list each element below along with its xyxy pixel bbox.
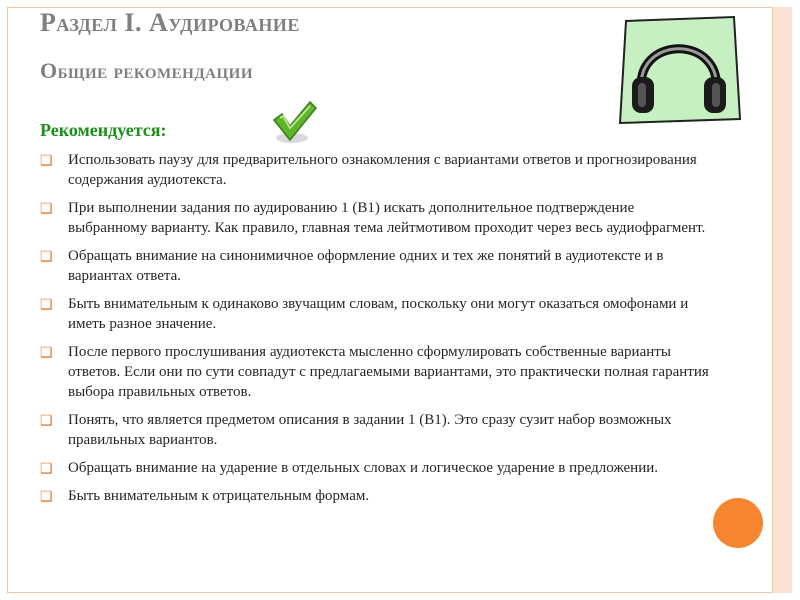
- list-item: [40, 410, 710, 450]
- list-item-text: Быть внимательным к одинаково звучащим словам, поскольку они могут оказаться омофонами и иметь разное значение.: [68, 296, 689, 332]
- bullet-icon: ❑: [40, 298, 53, 313]
- checkmark-icon: [270, 100, 318, 146]
- bullet-icon: ❑: [40, 154, 53, 169]
- decorative-orange-circle: [713, 498, 763, 548]
- list-item: [40, 198, 710, 238]
- bullet-icon: ❑: [40, 250, 53, 265]
- bullet-icon: ❑: [40, 490, 53, 505]
- headphones-icon: [612, 15, 744, 125]
- slide-subtitle: Общие рекомендации: [40, 58, 253, 83]
- list-item-text: При выполнении задания по аудированию 1 (В1) искать дополнительное подтверждение выбранному варианту. Как правило, главная тема лейтмотивом проходит через весь аудиофрагмент.: [68, 200, 706, 236]
- list-item-text: Быть внимательным к отрицательным формам.: [68, 488, 370, 504]
- bullet-icon: ❑: [40, 462, 53, 477]
- list-item-text: Использовать паузу для предварительного ознакомления с вариантами ответов и прогнозирования содержания аудиотекста.: [68, 152, 697, 188]
- slide-title: Раздел I. Аудирование: [40, 8, 300, 37]
- list-item: [40, 458, 710, 478]
- list-item: [40, 486, 710, 506]
- recommendation-list: [40, 150, 710, 514]
- list-item: [40, 150, 710, 190]
- list-item: [40, 246, 710, 286]
- recommend-label: Рекомендуется:: [40, 120, 167, 140]
- slide-side-bar: [772, 7, 792, 593]
- bullet-icon: ❑: [40, 202, 53, 217]
- bullet-icon: ❑: [40, 346, 53, 361]
- list-item-text: Обращать внимание на ударение в отдельных словах и логическое ударение в предложении.: [68, 460, 659, 476]
- bullet-icon: ❑: [40, 414, 53, 429]
- list-item-text: Обращать внимание на синонимичное оформление одних и тех же понятий в аудиотексте и в вариантах ответа.: [68, 248, 664, 284]
- list-item-text: После первого прослушивания аудиотекста мысленно сформулировать собственные варианты ответов. Если они по сути совпадут с предлагаемыми вариантами, это практически полная гарантия выбора правильных ответов.: [68, 344, 709, 400]
- list-item-text: Понять, что является предметом описания в задании 1 (В1). Это сразу сузит набор возможных правильных вариантов.: [68, 412, 672, 448]
- list-item: [40, 294, 710, 334]
- list-item: [40, 342, 710, 402]
